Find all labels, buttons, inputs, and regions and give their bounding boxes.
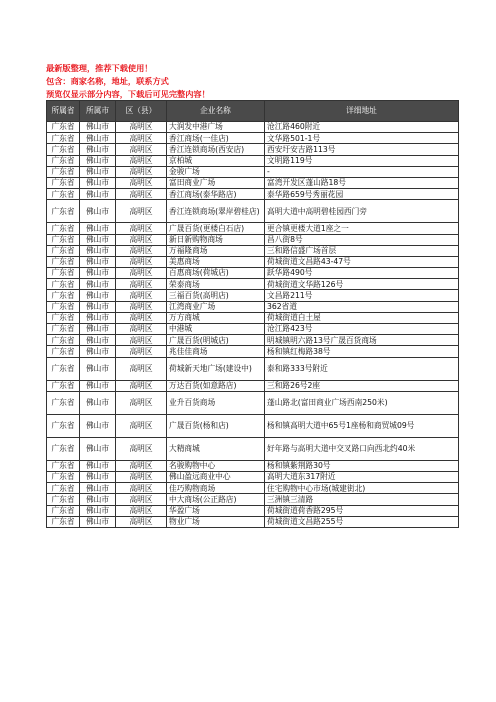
province-cell: 广东省 — [47, 122, 80, 133]
province-cell: 广东省 — [47, 223, 80, 234]
city-cell: 佛山市 — [80, 505, 116, 516]
province-cell: 广东省 — [47, 200, 80, 223]
company-cell: 广晟百货(更楼白石店) — [167, 223, 265, 234]
address-cell: 高明大道东317附近 — [265, 471, 459, 482]
district-cell: 高明区 — [116, 122, 167, 133]
notice-line-1: 最新版整理，推荐下载使用！ — [46, 63, 153, 73]
business-table — [46, 100, 459, 528]
province-cell: 广东省 — [47, 155, 80, 166]
header-address: 详细地址 — [265, 101, 459, 122]
city-cell: 佛山市 — [80, 155, 116, 166]
company-cell: 金骏广场 — [167, 166, 265, 177]
company-cell: 兆佳佳商场 — [167, 346, 265, 357]
district-cell: 高明区 — [116, 437, 167, 460]
city-cell: 佛山市 — [80, 200, 116, 223]
district-cell: 高明区 — [116, 200, 167, 223]
city-cell: 佛山市 — [80, 268, 116, 279]
company-cell: 大精商城 — [167, 437, 265, 460]
province-cell: 广东省 — [47, 516, 80, 527]
district-cell: 高明区 — [116, 144, 167, 155]
table-row — [47, 346, 459, 357]
table-row — [47, 189, 459, 200]
company-cell: 物业广场 — [167, 516, 265, 527]
company-cell: 香江商场(泰华路店) — [167, 189, 265, 200]
table-row — [47, 245, 459, 256]
company-cell: 业升百货商场 — [167, 391, 265, 414]
district-cell: 高明区 — [116, 346, 167, 357]
district-cell: 高明区 — [116, 380, 167, 391]
company-cell: 佛山盈远商业中心 — [167, 471, 265, 482]
table-row — [47, 166, 459, 177]
district-cell: 高明区 — [116, 471, 167, 482]
address-cell: 住宅购物中心市场(城建街北) — [265, 483, 459, 494]
district-cell: 高明区 — [116, 312, 167, 323]
company-cell: 荣泰商场 — [167, 279, 265, 290]
company-cell: 中港城 — [167, 324, 265, 335]
table-row — [47, 312, 459, 323]
company-cell: 香江商场(一佳店) — [167, 133, 265, 144]
province-cell: 广东省 — [47, 290, 80, 301]
city-cell: 佛山市 — [80, 234, 116, 245]
address-cell: 高明大道中高明碧桂园西门旁 — [265, 200, 459, 223]
company-cell: 三福百货(高明店) — [167, 290, 265, 301]
notice-line-2: 包含：商家名称，地址，联系方式 — [46, 76, 169, 87]
header-province: 所属省 — [47, 101, 80, 122]
company-cell: 佳巧购物商场 — [167, 483, 265, 494]
address-cell: 好年路与高明大道中交叉路口向西北约40米 — [265, 437, 459, 460]
address-cell: 泰和路333号附近 — [265, 357, 459, 380]
table-row — [47, 414, 459, 437]
table-row — [47, 324, 459, 335]
address-cell: 更合镇更楼大道1座之一 — [265, 223, 459, 234]
province-cell: 广东省 — [47, 414, 80, 437]
table-row — [47, 460, 459, 471]
province-cell: 广东省 — [47, 234, 80, 245]
city-cell: 佛山市 — [80, 245, 116, 256]
city-cell: 佛山市 — [80, 279, 116, 290]
province-cell: 广东省 — [47, 335, 80, 346]
district-cell: 高明区 — [116, 166, 167, 177]
company-cell: 香江连锁商场(西安店) — [167, 144, 265, 155]
district-cell: 高明区 — [116, 290, 167, 301]
district-cell: 高明区 — [116, 391, 167, 414]
province-cell: 广东省 — [47, 437, 80, 460]
download-notice — [46, 62, 210, 102]
province-cell: 广东省 — [47, 245, 80, 256]
city-cell: 佛山市 — [80, 380, 116, 391]
table-header-row — [47, 101, 459, 122]
district-cell: 高明区 — [116, 414, 167, 437]
district-cell: 高明区 — [116, 268, 167, 279]
city-cell: 佛山市 — [80, 357, 116, 380]
header-district: 区（县） — [116, 101, 167, 122]
company-cell: 中大商场(公正路店) — [167, 494, 265, 505]
district-cell: 高明区 — [116, 505, 167, 516]
table-row — [47, 133, 459, 144]
city-cell: 佛山市 — [80, 494, 116, 505]
province-cell: 广东省 — [47, 391, 80, 414]
city-cell: 佛山市 — [80, 414, 116, 437]
city-cell: 佛山市 — [80, 256, 116, 267]
district-cell: 高明区 — [116, 223, 167, 234]
address-cell: 跃华路490号 — [265, 268, 459, 279]
city-cell: 佛山市 — [80, 483, 116, 494]
table-row — [47, 155, 459, 166]
province-cell: 广东省 — [47, 357, 80, 380]
address-cell: 昌八街8号 — [265, 234, 459, 245]
address-cell: 荷城街道文昌路43-47号 — [265, 256, 459, 267]
header-city: 所属市 — [80, 101, 116, 122]
province-cell: 广东省 — [47, 483, 80, 494]
address-cell: 泰华路659号秀丽花园 — [265, 189, 459, 200]
province-cell: 广东省 — [47, 346, 80, 357]
city-cell: 佛山市 — [80, 144, 116, 155]
company-cell: 万达百货(如意路店) — [167, 380, 265, 391]
city-cell: 佛山市 — [80, 133, 116, 144]
company-cell: 广晟百货(杨和店) — [167, 414, 265, 437]
district-cell: 高明区 — [116, 189, 167, 200]
district-cell: 高明区 — [116, 494, 167, 505]
table-row — [47, 144, 459, 155]
company-cell: 香江连锁商场(翠岸碧桂店) — [167, 200, 265, 223]
district-cell: 高明区 — [116, 177, 167, 188]
district-cell: 高明区 — [116, 483, 167, 494]
district-cell: 高明区 — [116, 516, 167, 527]
table-row — [47, 290, 459, 301]
table-row — [47, 122, 459, 133]
city-cell: 佛山市 — [80, 177, 116, 188]
district-cell: 高明区 — [116, 357, 167, 380]
province-cell: 广东省 — [47, 279, 80, 290]
city-cell: 佛山市 — [80, 437, 116, 460]
province-cell: 广东省 — [47, 312, 80, 323]
address-cell: 明城镇明六路13号广晟百货商场 — [265, 335, 459, 346]
district-cell: 高明区 — [116, 155, 167, 166]
city-cell: 佛山市 — [80, 301, 116, 312]
address-cell: - — [265, 166, 459, 177]
table-row — [47, 268, 459, 279]
address-cell: 文昌路211号 — [265, 290, 459, 301]
city-cell: 佛山市 — [80, 166, 116, 177]
address-cell: 荷城街道文昌路255号 — [265, 516, 459, 527]
table-row — [47, 471, 459, 482]
address-cell: 杨和镇紫荆路30号 — [265, 460, 459, 471]
address-cell: 文华路501-1号 — [265, 133, 459, 144]
company-cell: 广晟百货(明城店) — [167, 335, 265, 346]
address-cell: 三洲镇三清路 — [265, 494, 459, 505]
province-cell: 广东省 — [47, 268, 80, 279]
company-cell: 荷城新天地广场(建设中) — [167, 357, 265, 380]
district-cell: 高明区 — [116, 133, 167, 144]
table-row — [47, 279, 459, 290]
company-cell: 美惠商场 — [167, 256, 265, 267]
province-cell: 广东省 — [47, 494, 80, 505]
company-cell: 大润发中港广场 — [167, 122, 265, 133]
city-cell: 佛山市 — [80, 290, 116, 301]
address-cell: 西安圩安吉路113号 — [265, 144, 459, 155]
district-cell: 高明区 — [116, 324, 167, 335]
district-cell: 高明区 — [116, 301, 167, 312]
district-cell: 高明区 — [116, 234, 167, 245]
company-cell: 万福隆商场 — [167, 245, 265, 256]
city-cell: 佛山市 — [80, 516, 116, 527]
city-cell: 佛山市 — [80, 312, 116, 323]
table-row — [47, 256, 459, 267]
table-row — [47, 335, 459, 346]
address-cell: 文明路119号 — [265, 155, 459, 166]
city-cell: 佛山市 — [80, 471, 116, 482]
district-cell: 高明区 — [116, 256, 167, 267]
province-cell: 广东省 — [47, 471, 80, 482]
province-cell: 广东省 — [47, 460, 80, 471]
notice-line-3: 预览仅显示部分内容，下载后可见完整内容！ — [46, 89, 210, 100]
address-cell: 荷城街道文华路126号 — [265, 279, 459, 290]
province-cell: 广东省 — [47, 144, 80, 155]
city-cell: 佛山市 — [80, 346, 116, 357]
address-cell: 杨和镇红梅路38号 — [265, 346, 459, 357]
address-cell: 三和路26号2座 — [265, 380, 459, 391]
province-cell: 广东省 — [47, 189, 80, 200]
city-cell: 佛山市 — [80, 122, 116, 133]
city-cell: 佛山市 — [80, 189, 116, 200]
city-cell: 佛山市 — [80, 391, 116, 414]
company-cell: 江湾商业广场 — [167, 301, 265, 312]
table-row — [47, 437, 459, 460]
table-row — [47, 483, 459, 494]
address-cell: 荷城街道荷香路295号 — [265, 505, 459, 516]
header-company: 企业名称 — [167, 101, 265, 122]
province-cell: 广东省 — [47, 324, 80, 335]
table-row — [47, 494, 459, 505]
table-row — [47, 505, 459, 516]
address-cell: 杨和镇高明大道中65号1座杨和商贸城09号 — [265, 414, 459, 437]
province-cell: 广东省 — [47, 256, 80, 267]
province-cell: 广东省 — [47, 177, 80, 188]
province-cell: 广东省 — [47, 166, 80, 177]
district-cell: 高明区 — [116, 245, 167, 256]
province-cell: 广东省 — [47, 380, 80, 391]
company-cell: 名骏购物中心 — [167, 460, 265, 471]
company-cell: 京柏城 — [167, 155, 265, 166]
address-cell: 362省道 — [265, 301, 459, 312]
city-cell: 佛山市 — [80, 223, 116, 234]
city-cell: 佛山市 — [80, 335, 116, 346]
address-cell: 蓬山路北(富田商业广场西南250米) — [265, 391, 459, 414]
table-row — [47, 391, 459, 414]
company-cell: 百惠商场(荷城店) — [167, 268, 265, 279]
district-cell: 高明区 — [116, 335, 167, 346]
company-cell: 富田商业广场 — [167, 177, 265, 188]
company-cell: 华盈广场 — [167, 505, 265, 516]
district-cell: 高明区 — [116, 460, 167, 471]
table-row — [47, 177, 459, 188]
table-row — [47, 200, 459, 223]
address-cell: 沧江路460附近 — [265, 122, 459, 133]
address-cell: 三和路信盛广场首层 — [265, 245, 459, 256]
address-cell: 富湾开发区蓬山路18号 — [265, 177, 459, 188]
company-cell: 万方商城 — [167, 312, 265, 323]
table-row — [47, 223, 459, 234]
address-cell: 荷城街道白土屋 — [265, 312, 459, 323]
table-body — [47, 122, 459, 528]
province-cell: 广东省 — [47, 301, 80, 312]
address-cell: 沧江路423号 — [265, 324, 459, 335]
table-row — [47, 234, 459, 245]
table-row — [47, 357, 459, 380]
district-cell: 高明区 — [116, 279, 167, 290]
table-row — [47, 516, 459, 527]
table-row — [47, 301, 459, 312]
province-cell: 广东省 — [47, 505, 80, 516]
province-cell: 广东省 — [47, 133, 80, 144]
city-cell: 佛山市 — [80, 460, 116, 471]
city-cell: 佛山市 — [80, 324, 116, 335]
table-row — [47, 380, 459, 391]
company-cell: 新日新购物商场 — [167, 234, 265, 245]
